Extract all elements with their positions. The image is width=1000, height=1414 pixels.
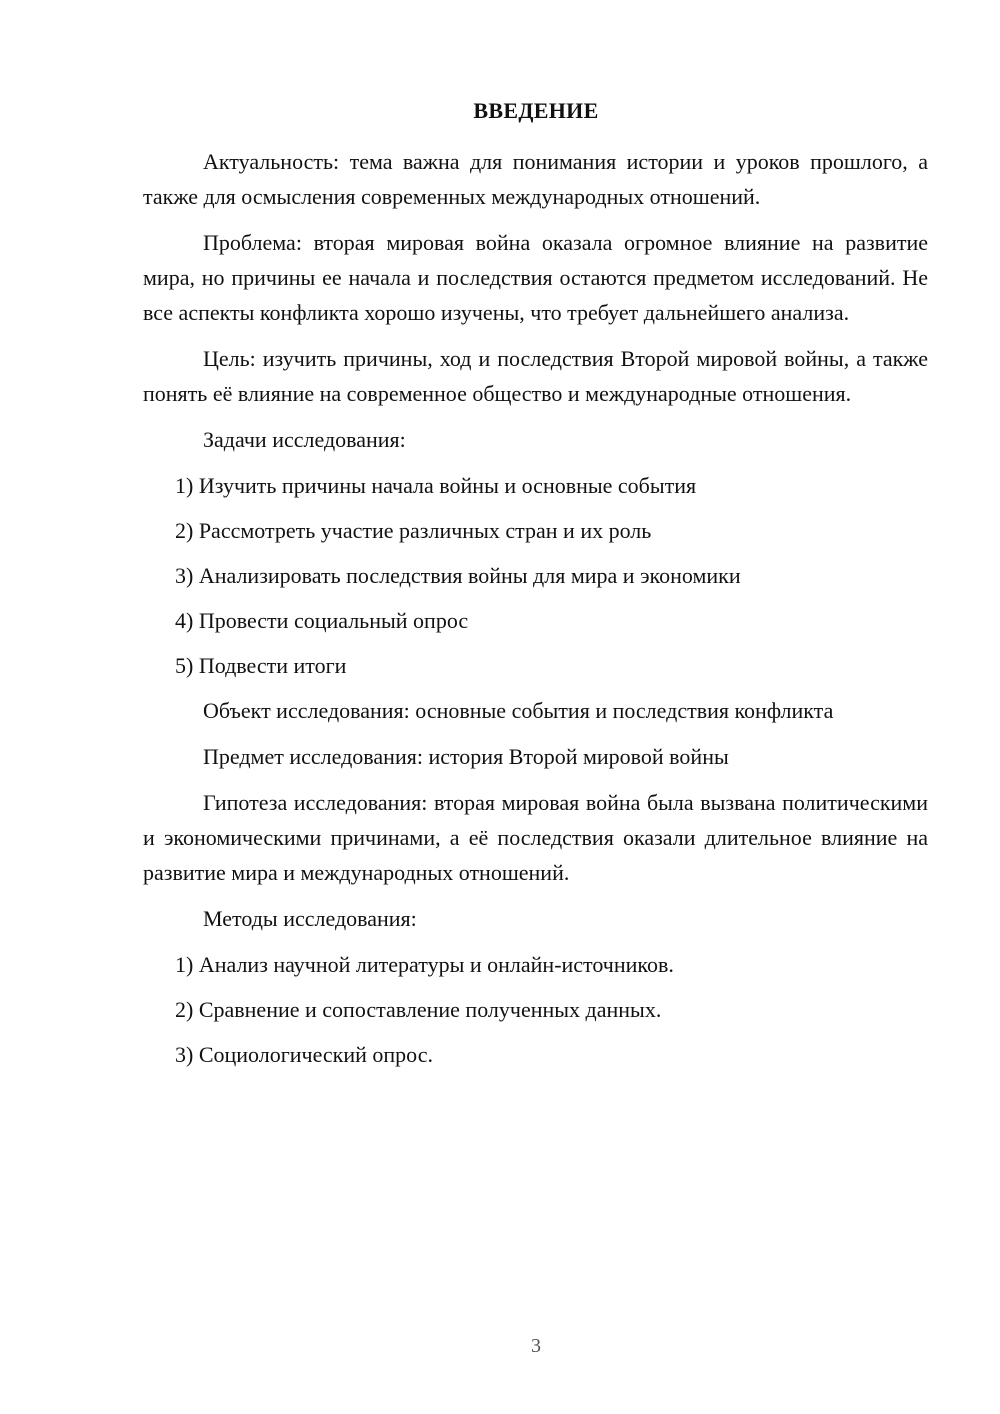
page-number: 3 (531, 1335, 541, 1357)
method-item: 2) Сравнение и сопоставление полученных данных. (175, 997, 662, 1022)
task-item: 1) Изучить причины начала войны и основные события (175, 473, 697, 498)
task-item: 4) Провести социальный опрос (175, 608, 469, 633)
hypothesis-paragraph: Гипотеза исследования: вторая мировая война была вызвана политическими и экономическими причинами, а её последствия оказали длительное влияние на развитие мира и международных отношений. (143, 790, 928, 885)
method-item: 3) Социологический опрос. (175, 1042, 433, 1067)
task-item: 5) Подвести итоги (175, 653, 347, 678)
task-item: 2) Рассмотреть участие различных стран и их роль (175, 518, 652, 543)
methods-list (143, 947, 928, 1072)
document-body (143, 144, 928, 1082)
object-paragraph: Объект исследования: основные события и последствия конфликта (203, 698, 834, 723)
goal-paragraph: Цель: изучить причины, ход и последствия Второй мировой войны, а также понять её влияние на современное общество и международные отношения. (143, 346, 928, 406)
method-item: 1) Анализ научной литературы и онлайн-источников. (175, 952, 674, 977)
task-item: 3) Анализировать последствия войны для мира и экономики (175, 563, 741, 588)
tasks-list (143, 468, 928, 683)
methods-heading: Методы исследования: (203, 906, 417, 931)
tasks-heading: Задачи исследования: (203, 427, 406, 452)
subject-paragraph: Предмет исследования: история Второй мировой войны (203, 744, 729, 769)
section-title: ВВЕДЕНИЕ (473, 98, 599, 123)
actuality-paragraph: Актуальность: тема важна для понимания истории и уроков прошлого, а также для осмысления современных международных отношений. (143, 149, 928, 209)
problem-paragraph: Проблема: вторая мировая война оказала огромное влияние на развитие мира, но причины ее начала и последствия остаются предметом исследований. Не все аспекты конфликта хорошо изучены, что требует дальнейшего анализа. (143, 230, 928, 325)
